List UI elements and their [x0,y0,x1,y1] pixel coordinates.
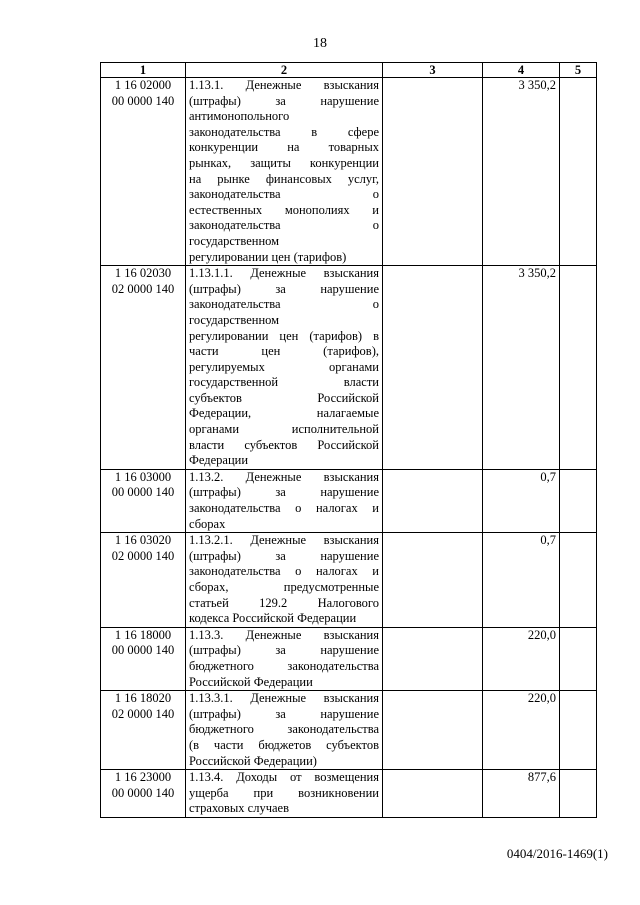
budget-code-line: 1 16 02030 [114,266,172,281]
description-line: на рынке финансовых услуг, [189,171,379,186]
budget-code-cell [101,627,186,690]
budget-code-cell [101,469,186,532]
description-line: ущерба при возникновении [189,785,379,800]
budget-code-cell [101,78,186,266]
description-line: конкуренции на товарных [189,140,379,155]
description-line: государственном [189,233,280,248]
description-line: Федерации [189,453,249,468]
column-3-cell [383,78,483,266]
description-line: сборах, предусмотренные [189,580,379,594]
description-line: государственной власти [189,375,379,390]
description-line: статьей 129.2 Налогового [189,595,379,610]
description-line: субъектов Российской [189,390,379,405]
description-line: 1.13.2.1. Денежные взыскания [189,533,379,548]
description-line: бюджетного законодательства [189,722,379,737]
description-line: регулировании цен (тарифов) [189,249,347,264]
description-line: 1.13.2. Денежные взыскания [189,469,379,484]
column-5-cell [560,627,597,690]
budget-code-cell [101,770,186,818]
budget-code-line: 1 16 02000 [114,78,172,92]
description-line: законодательства о налогах и [189,564,379,579]
column-5-cell [560,770,597,818]
income-description-cell [186,533,383,628]
column-5-cell [560,691,597,770]
amount-cell: 877,6 [483,770,560,818]
amount-cell: 0,7 [483,533,560,628]
income-description-cell [186,770,383,818]
description-line: 1.13.4. Доходы от возмещения [189,770,379,785]
document-reference: 0404/2016-1469(1) [506,846,608,861]
table-row [101,627,597,690]
budget-code-line: 1 16 23000 [114,770,172,785]
amount-cell: 3 350,2 [483,78,560,266]
budget-code-line: 1 16 18020 [114,691,172,706]
table-row [101,266,597,470]
budget-code-line: 00 0000 140 [111,643,175,658]
budget-code-line: 00 0000 140 [111,93,175,108]
income-description-cell [186,691,383,770]
description-line: законодательства о налогах и [189,501,379,516]
amount-cell: 0,7 [483,469,560,532]
budget-code-cell [101,691,186,770]
description-line: сборах [189,516,226,531]
table-body [101,78,597,818]
table-row [101,770,597,818]
table-row [101,78,597,266]
description-line: части цен (тарифов), [189,344,379,359]
column-3-cell [383,627,483,690]
amount-cell: 3 350,2 [483,266,560,470]
budget-table [100,62,597,818]
description-line: 1.13.1. Денежные взыскания [189,78,379,92]
description-line: страховых случаев [189,801,289,816]
description-line: органами исполнительной [189,422,379,437]
description-line: рынках, защиты конкуренции [189,155,379,170]
column-3-cell [383,533,483,628]
table-row [101,469,597,532]
description-line: законодательства о [189,218,379,233]
column-header-4: 4 [483,63,560,78]
column-header-3: 3 [383,63,483,78]
description-line: антимонопольного [189,109,290,124]
description-line: (штрафы) за нарушение [189,548,379,563]
budget-code-line: 02 0000 140 [111,281,175,296]
table-header-row [101,63,597,78]
description-line: (штрафы) за нарушение [189,93,379,108]
budget-code-line: 00 0000 140 [111,485,175,500]
table-row [101,691,597,770]
column-3-cell [383,770,483,818]
amount-cell: 220,0 [483,627,560,690]
description-line: (штрафы) за нарушение [189,643,379,658]
description-line: естественных монополиях и [189,202,379,217]
description-line: (штрафы) за нарушение [189,485,379,500]
description-line: (штрафы) за нарушение [189,281,379,296]
description-line: кодекса Российской Федерации [189,611,357,626]
budget-code-line: 1 16 03000 [114,469,172,484]
budget-code-cell [101,533,186,628]
description-line: Российской Федерации) [189,753,317,768]
budget-code-line: 1 16 03020 [114,533,172,548]
description-line: Федерации, налагаемые [189,406,379,421]
description-line: законодательства о [189,187,379,202]
column-header-1: 1 [101,63,186,78]
budget-code-line: 02 0000 140 [111,706,175,721]
page-number: 18 [313,36,327,51]
column-5-cell [560,78,597,266]
column-header-2: 2 [186,63,383,78]
income-description-cell [186,266,383,470]
description-line: 1.13.3.1. Денежные взыскания [189,691,379,706]
column-3-cell [383,691,483,770]
description-line: 1.13.1.1. Денежные взыскания [189,266,379,281]
description-line: власти субъектов Российской [189,437,379,452]
column-5-cell [560,266,597,470]
description-line: Российской Федерации [189,674,313,689]
column-5-cell [560,533,597,628]
column-3-cell [383,469,483,532]
description-line: государственном [189,312,280,327]
income-description-cell [186,78,383,266]
description-line: 1.13.3. Денежные взыскания [189,627,379,642]
column-5-cell [560,469,597,532]
column-header-5: 5 [560,63,597,78]
amount-cell: 220,0 [483,691,560,770]
column-3-cell [383,266,483,470]
budget-code-line: 1 16 18000 [114,627,172,642]
description-line: регулируемых органами [189,359,379,374]
budget-code-line: 00 0000 140 [111,785,175,800]
table-row [101,533,597,628]
description-line: (в части бюджетов субъектов [189,737,379,752]
budget-code-cell [101,266,186,470]
description-line: регулировании цен (тарифов) в [189,328,379,343]
description-line: бюджетного законодательства [189,658,379,673]
income-description-cell [186,627,383,690]
budget-code-line: 02 0000 140 [111,548,175,563]
description-line: (штрафы) за нарушение [189,706,379,721]
description-line: законодательства о [189,297,379,312]
description-line: законодательства в сфере [189,124,379,139]
income-description-cell [186,469,383,532]
